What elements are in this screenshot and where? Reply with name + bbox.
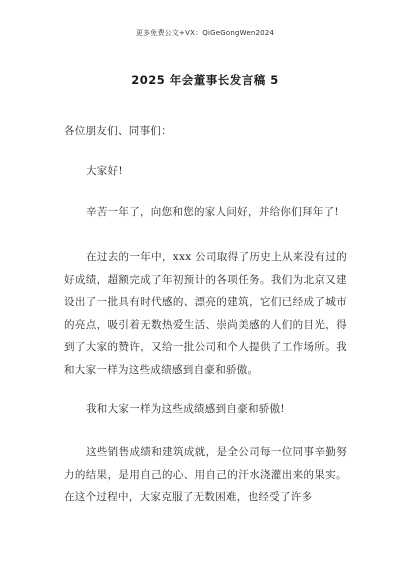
document-title: 2025 年会董事长发言稿 5 (131, 73, 279, 87)
pride-paragraph: 我和大家一样为这些成绩感到自豪和骄傲! (86, 403, 285, 415)
effort-paragraph: 这些销售成绩和建筑成就，是全公司每一位同事辛勤努力的结果，是用自己的心、用自己的汗水浇灌出来的果实。在这个过程中，大家克服了无数困难，也经受了许多 (64, 446, 347, 504)
achievements-paragraph: 在过去的一年中，xxx 公司取得了历史上从来没有过的好成绩，超额完成了年初预计的各项任务。我们为北京又建设出了一批具有时代感的、漂亮的建筑，它们已经成了城市的亮点，吸引着无数热爱生活、崇尚美感的人们的目光，得到了大家的赞许，又给一批公司和个人提供了工作场所。我和大家一样为这些成绩感到自豪和骄傲。 (64, 251, 347, 376)
greeting-paragraph: 各位朋友们、同事们： (64, 125, 172, 137)
header-promo-note: 更多免费公文+VX：QiGeGongWen2024 (135, 29, 275, 37)
hello-paragraph: 大家好! (86, 165, 123, 177)
new-year-wishes-paragraph: 辛苦一年了，向您和您的家人问好，并给你们拜年了! (86, 206, 339, 218)
